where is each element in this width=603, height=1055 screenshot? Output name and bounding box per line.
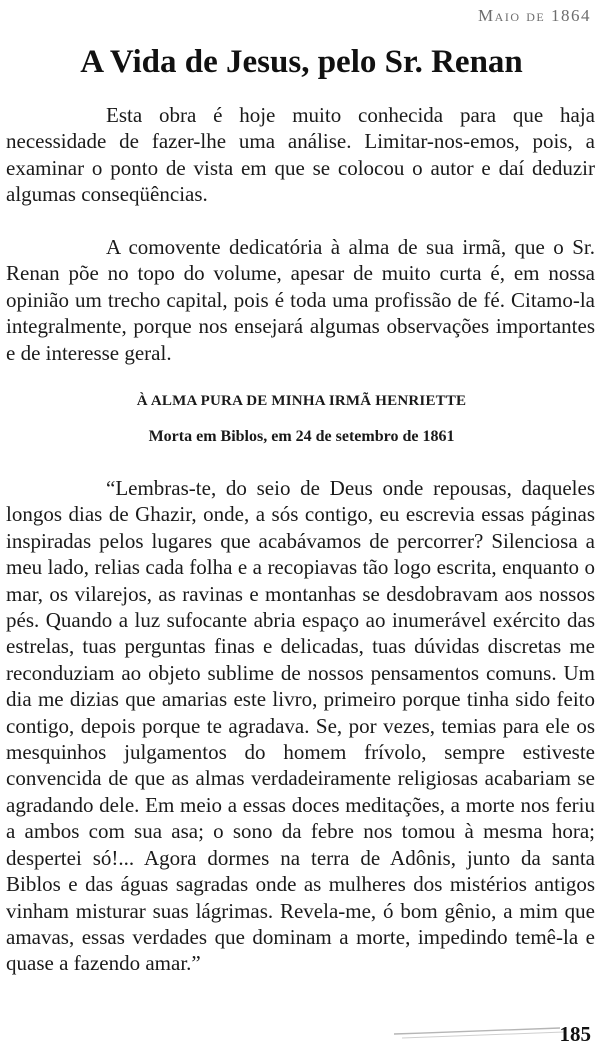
paragraph-dedication-comment: A comovente dedicatória à alma de sua irmã, que o Sr. Renan põe no topo do volume, apesar de muito curta é, em nossa opinião um trecho capital, pois é toda uma profissão de fé. Citamo-la integralmente, porque nos ensejará algumas observações importantes e de interesse geral.: [6, 235, 595, 365]
dedication-heading: À ALMA PURA DE MINHA IRMÃ HENRIETTE: [136, 393, 467, 409]
running-head: Maio de 1864: [478, 6, 591, 25]
dedication-subheading: Morta em Biblos, em 24 de setembro de 1861: [148, 428, 455, 445]
page-number: 185: [559, 1022, 591, 1046]
paragraph-dedication-quote: “Lembras-te, do seio de Deus onde repousas, daqueles longos dias de Ghazir, onde, a sós contigo, eu escrevia essas páginas inspiradas pelos lugares que acabávamos de percorrer? Silenciosa a meu lado, relias cada folha e a recopiavas tão logo escrita, enquanto o mar, os vilarejos, as ravinas e montanhas se desdobravam aos nossos pés. Quando a luz sufocante abria espaço ao inumerável exército das estrelas, tuas perguntas finas e delicadas, tuas dúvidas discretas me reconduziam ao objeto sublime de nossos pensamentos comuns. Um dia me dizias que amarias este livro, primeiro porque tinha sido feito contigo, depois porque te agradava. Se, por vezes, temias para ele os mesquinhos julgamentos do homem frívolo, sempre estiveste convencida de que as almas verdadeiramente religiosas acabariam se agradando dele. Em meio a essas doces meditações, a morte nos feriu a ambos com sua asa; o sono da febre nos tomou à mesma hora; despertei só!... Agora dormes na terra de Adônis, junto da santa Biblos e das águas sagradas onde as mulheres dos mistérios antigos vinham misturar suas lágrimas. Revela-me, ó bom gênio, a mim que amavas, essas verdades que dominam a morte, impedindo temê-la e quase a fazendo amar.”: [6, 476, 595, 976]
paragraph-intro: Esta obra é hoje muito conhecida para que haja necessidade de fazer-lhe uma análise. Limitar-nos-emos, pois, a examinar o ponto de vista em que se colocou o autor e daí deduzir algumas conseqüências.: [6, 103, 595, 207]
page-title: A Vida de Jesus, pelo Sr. Renan: [80, 44, 523, 80]
